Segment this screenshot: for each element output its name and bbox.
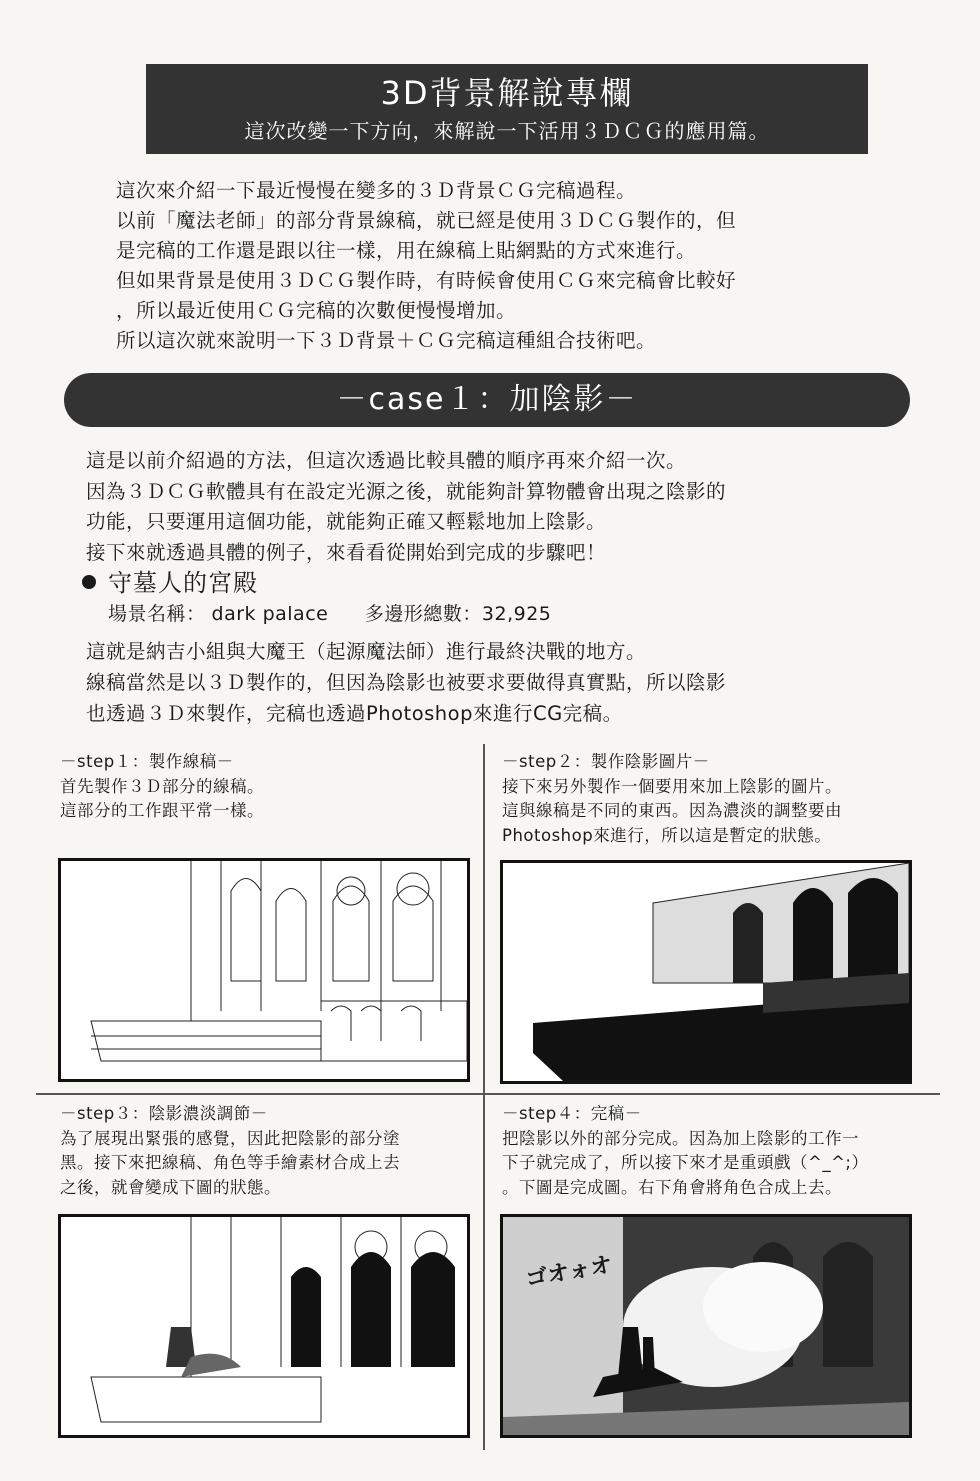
- scene-title: 守墓人的宮殿: [108, 569, 258, 597]
- step-line: 把陰影以外的部分完成。因為加上陰影的工作一: [502, 1128, 859, 1148]
- column-subtitle: 這次改變一下方向，來解說一下活用３ＤＣＧ的應用篇。: [244, 119, 770, 143]
- palace-lineart-illustration: [61, 861, 467, 1079]
- step2-shadow-panel: [500, 860, 912, 1084]
- step-line: 為了展現出緊張的感覺，因此把陰影的部分塗: [60, 1128, 400, 1148]
- step-title: －step２：製作陰影圖片－: [502, 752, 710, 771]
- poly-count-value: 32,925: [481, 603, 552, 625]
- bullet-icon: [82, 575, 96, 589]
- step1-lineart-panel: [58, 858, 470, 1082]
- step-line: 黑。接下來把線稿、角色等手繪素材合成上去: [60, 1153, 400, 1172]
- step-line: 這與線稿是不同的東西。因為濃淡的調整要由: [502, 801, 842, 820]
- sound-effect-text: ゴオォオ: [523, 1252, 615, 1293]
- column-title: 3D背景解說專欄: [380, 74, 634, 112]
- scene-name-value: dark palace: [211, 603, 329, 625]
- scene-description: [86, 636, 886, 729]
- step3-text: [60, 1102, 400, 1200]
- step-line: 下子就完成了，所以接下來才是重頭戲（^_^;）: [502, 1153, 869, 1172]
- intro-line: 這次來介紹一下最近慢慢在變多的３Ｄ背景ＣＧ完稿過程。: [116, 179, 637, 202]
- intro-paragraph: [116, 176, 886, 356]
- scene-info: [108, 600, 551, 628]
- step-line: 之後，就會變成下圖的狀態。: [60, 1177, 281, 1197]
- scene-name-label: 場景名稱：: [108, 603, 206, 625]
- case-heading: －case１：加陰影－: [64, 373, 910, 427]
- case-line: 功能，只要運用這個功能，就能夠正確又輕鬆地加上陰影。: [86, 510, 607, 533]
- poly-count-label: 多邊形總數：: [364, 603, 482, 625]
- desc-line: 線稿當然是以３Ｄ製作的，但因為陰影也被要求要做得真實點，所以陰影: [86, 671, 727, 694]
- step-line: 這部分的工作跟平常一樣。: [60, 801, 264, 820]
- palace-final-illustration: [503, 1217, 909, 1435]
- grid-divider-horizontal: [36, 1093, 940, 1095]
- intro-line: 所以這次就來說明一下３Ｄ背景＋ＣＧ完稿這種組合技術吧。: [116, 329, 657, 352]
- step4-final-panel: [500, 1214, 912, 1438]
- step-line: 接下來另外製作一個要用來加上陰影的圖片。: [502, 776, 842, 796]
- case-line: 因為３ＤＣＧ軟體具有在設定光源之後，就能夠計算物體會出現之陰影的: [86, 479, 727, 503]
- step1-text: [60, 750, 264, 824]
- step-line: 。下圖是完成圖。右下角會將角色合成上去。: [502, 1177, 842, 1197]
- step-line: Photoshop來進行，所以這是暫定的狀態。: [502, 825, 832, 845]
- step4-text: [502, 1102, 868, 1200]
- desc-line: 這就是納吉小組與大魔王（起源魔法師）進行最終決戰的地方。: [86, 640, 647, 663]
- step-title: －step３：陰影濃淡調節－: [60, 1104, 268, 1123]
- step-title: －step１：製作線稿－: [60, 752, 234, 771]
- intro-line: 是完稿的工作還是跟以往一樣，用在線稿上貼網點的方式來進行。: [116, 239, 697, 262]
- step2-text: [502, 750, 842, 848]
- case-line: 接下來就透過具體的例子，來看看從開始到完成的步驟吧！: [86, 540, 607, 564]
- column-header-banner: [146, 64, 868, 154]
- palace-adjusted-illustration: [61, 1217, 467, 1435]
- palace-shadow-illustration: [503, 863, 909, 1081]
- intro-line: 以前「魔法老師」的部分背景線稿，就已經是使用３ＤＣＧ製作的，但: [116, 209, 737, 232]
- step-title: －step４：完稿－: [502, 1104, 642, 1123]
- case-line: 這是以前介紹過的方法，但這次透過比較具體的順序再來介紹一次。: [86, 449, 687, 472]
- intro-line: 但如果背景是使用３ＤＣＧ製作時，有時候會使用ＣＧ來完稿會比較好: [116, 269, 737, 292]
- step3-adjusted-panel: [58, 1214, 470, 1438]
- case-body: [86, 446, 886, 568]
- scene-title-row: [82, 566, 258, 600]
- grid-divider-vertical: [483, 744, 485, 1450]
- step-line: 首先製作３Ｄ部分的線稿。: [60, 776, 264, 796]
- intro-line: ，所以最近使用ＣＧ完稿的次數便慢慢增加。: [116, 299, 517, 322]
- desc-line: 也透過３Ｄ來製作，完稿也透過Photoshop來進行CG完稿。: [86, 702, 623, 725]
